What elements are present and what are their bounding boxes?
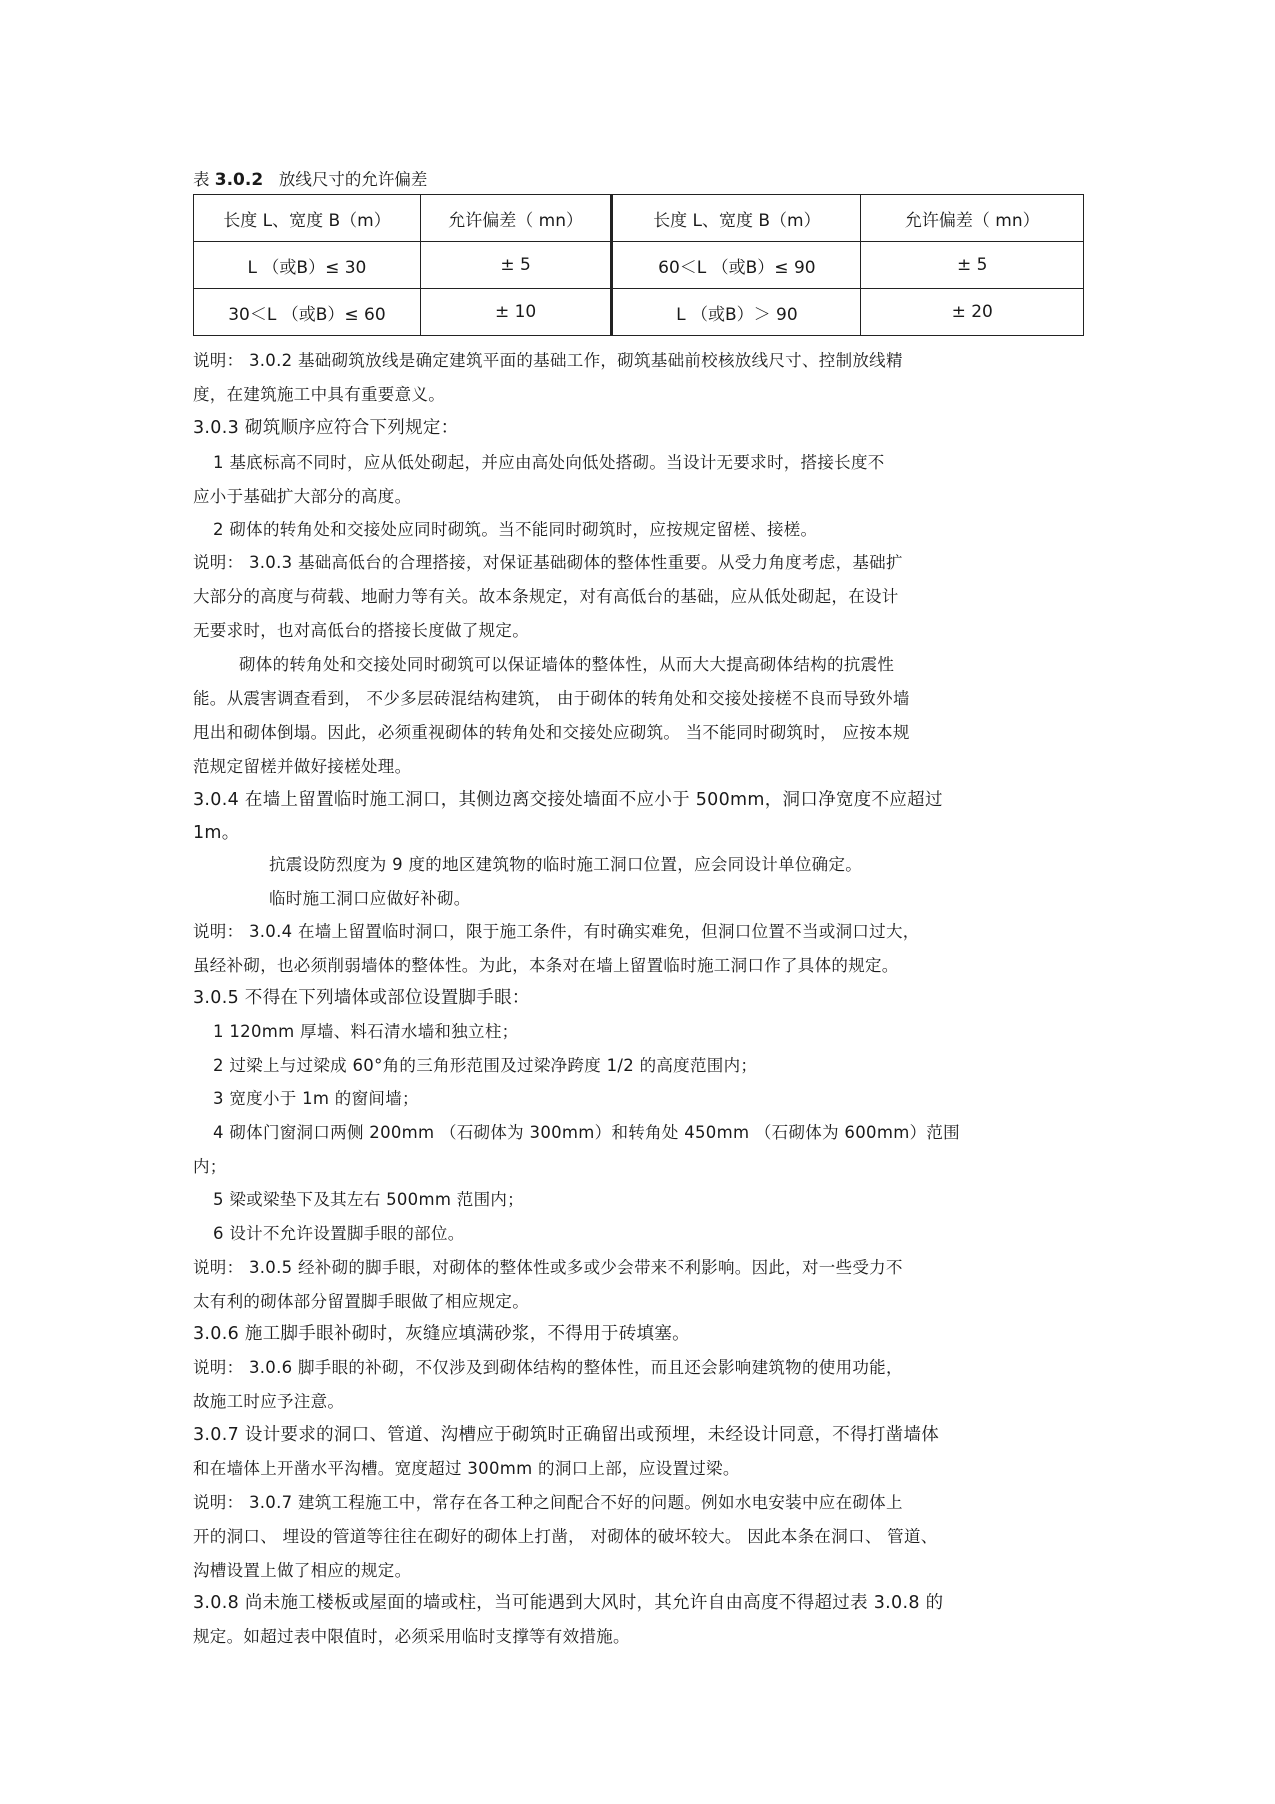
note-line: 太有利的砌体部分留置脚手眼做了相应规定。 — [193, 1292, 529, 1311]
table-cell: L （或B）≤ 30 — [194, 242, 421, 289]
table-row — [194, 242, 1084, 289]
clause-heading: 3.0.6 施工脚手眼补砌时，灰缝应填满砂浆，不得用于砖填塞。 — [193, 1324, 690, 1344]
paragraph-line: 甩出和砌体倒塌。因此，必须重视砌体的转角处和交接处应砌筑。 当不能同时砌筑时， 应按本规 — [193, 723, 910, 742]
header-cell: 允许偏差（ mn） — [420, 195, 611, 242]
note-line: 说明： 3.0.7 建筑工程施工中，常存在各工种之间配合不好的问题。例如水电安装中应在砌体上 — [193, 1493, 903, 1512]
note-line: 说明： 3.0.2 基础砌筑放线是确定建筑平面的基础工作，砌筑基础前校核放线尺寸、控制放线精 — [193, 351, 903, 370]
paragraph-line: 能。从震害调查看到， 不少多层砖混结构建筑， 由于砌体的转角处和交接处接槎不良而导致外墙 — [193, 689, 910, 708]
clause-line: 规定。如超过表中限值时，必须采用临时支撑等有效措施。 — [193, 1627, 630, 1646]
table-cell: ± 5 — [861, 242, 1084, 289]
note-line: 故施工时应予注意。 — [193, 1392, 345, 1411]
table-row — [194, 289, 1084, 336]
clause-item: 抗震设防烈度为 9 度的地区建筑物的临时施工洞口位置，应会同设计单位确定。 — [269, 855, 863, 874]
table-cell: ± 5 — [420, 242, 611, 289]
caption-title: 放线尺寸的允许偏差 — [278, 170, 428, 189]
note-line: 说明： 3.0.6 脚手眼的补砌，不仅涉及到砌体结构的整体性，而且还会影响建筑物的使用功能， — [193, 1358, 903, 1377]
clause-item: 4 砌体门窗洞口两侧 200mm （石砌体为 300mm）和转角处 450mm （石砌体为 600mm）范围 — [213, 1123, 960, 1142]
clause-item: 3 宽度小于 1m 的窗间墙； — [213, 1089, 419, 1108]
table-cell: ± 20 — [861, 289, 1084, 336]
clause-item: 2 过梁上与过梁成 60°角的三角形范围及过梁净跨度 1/2 的高度范围内； — [213, 1056, 758, 1075]
clause-heading: 3.0.3 砌筑顺序应符合下列规定： — [193, 418, 459, 438]
header-cell: 长度 L、宽度 B（m） — [612, 195, 861, 242]
clause-heading: 3.0.8 尚未施工楼板或屋面的墙或柱，当可能遇到大风时，其允许自由高度不得超过表 3.0.8 的 — [193, 1593, 944, 1613]
note-line: 说明： 3.0.4 在墙上留置临时洞口，限于施工条件，有时确实难免，但洞口位置不当或洞口过大， — [193, 922, 920, 941]
table-cell: L （或B）＞ 90 — [612, 289, 861, 336]
clause-line: 应小于基础扩大部分的高度。 — [193, 487, 412, 506]
table-header-row — [194, 195, 1084, 242]
clause-heading: 3.0.7 设计要求的洞口、管道、沟槽应于砌筑时正确留出或预埋，未经设计同意，不得打凿墙体 — [193, 1425, 940, 1445]
clause-item: 5 梁或梁垫下及其左右 500mm 范围内； — [213, 1190, 524, 1209]
paragraph-line: 砌体的转角处和交接处同时砌筑可以保证墙体的整体性，从而大大提高砌体结构的抗震性 — [239, 655, 895, 674]
header-cell: 允许偏差（ mn） — [861, 195, 1084, 242]
table-cell: 30＜L （或B）≤ 60 — [194, 289, 421, 336]
table-cell: 60＜L （或B）≤ 90 — [612, 242, 861, 289]
caption-prefix: 表 — [193, 170, 210, 189]
clause-item: 临时施工洞口应做好补砌。 — [269, 889, 471, 908]
note-line: 沟槽设置上做了相应的规定。 — [193, 1561, 412, 1580]
header-cell: 长度 L、宽度 B（m） — [194, 195, 421, 242]
note-line: 说明： 3.0.5 经补砌的脚手眼，对砌体的整体性或多或少会带来不利影响。因此，对一些受力不 — [193, 1258, 903, 1277]
clause-item: 1 120mm 厚墙、料石清水墙和独立柱； — [213, 1022, 519, 1041]
note-line: 虽经补砌，也必须削弱墙体的整体性。为此，本条对在墙上留置临时施工洞口作了具体的规定。 — [193, 956, 899, 975]
note-line: 无要求时，也对高低台的搭接长度做了规定。 — [193, 621, 529, 640]
clause-line: 内； — [193, 1157, 227, 1176]
note-line: 开的洞口、 埋设的管道等往往在砌好的砌体上打凿， 对砌体的破坏较大。 因此本条在洞口、 管道、 — [193, 1527, 938, 1546]
clause-line: 和在墙体上开凿水平沟槽。宽度超过 300mm 的洞口上部，应设置过梁。 — [193, 1459, 740, 1478]
note-line: 大部分的高度与荷载、地耐力等有关。故本条规定，对有高低台的基础，应从低处砌起，在设计 — [193, 587, 899, 606]
table-caption — [193, 166, 427, 190]
table-cell: ± 10 — [420, 289, 611, 336]
paragraph-line: 范规定留槎并做好接槎处理。 — [193, 757, 412, 776]
note-line: 度，在建筑施工中具有重要意义。 — [193, 385, 445, 404]
clause-item: 1 基底标高不同时，应从低处砌起，并应由高处向低处搭砌。当设计无要求时，搭接长度不 — [213, 453, 885, 472]
clause-heading: 3.0.4 在墙上留置临时施工洞口，其侧边离交接处墙面不应小于 500mm，洞口净宽度不应超过 — [193, 790, 943, 810]
clause-line: 1m。 — [193, 823, 240, 843]
clause-heading: 3.0.5 不得在下列墙体或部位设置脚手眼： — [193, 988, 530, 1008]
tolerance-table — [193, 194, 1084, 336]
clause-item: 2 砌体的转角处和交接处应同时砌筑。当不能同时砌筑时，应按规定留槎、接槎。 — [213, 520, 818, 539]
caption-number: 3.0.2 — [214, 170, 264, 190]
clause-item: 6 设计不允许设置脚手眼的部位。 — [213, 1224, 465, 1243]
note-line: 说明： 3.0.3 基础高低台的合理搭接，对保证基础砌体的整体性重要。从受力角度考虑，基础扩 — [193, 553, 903, 572]
